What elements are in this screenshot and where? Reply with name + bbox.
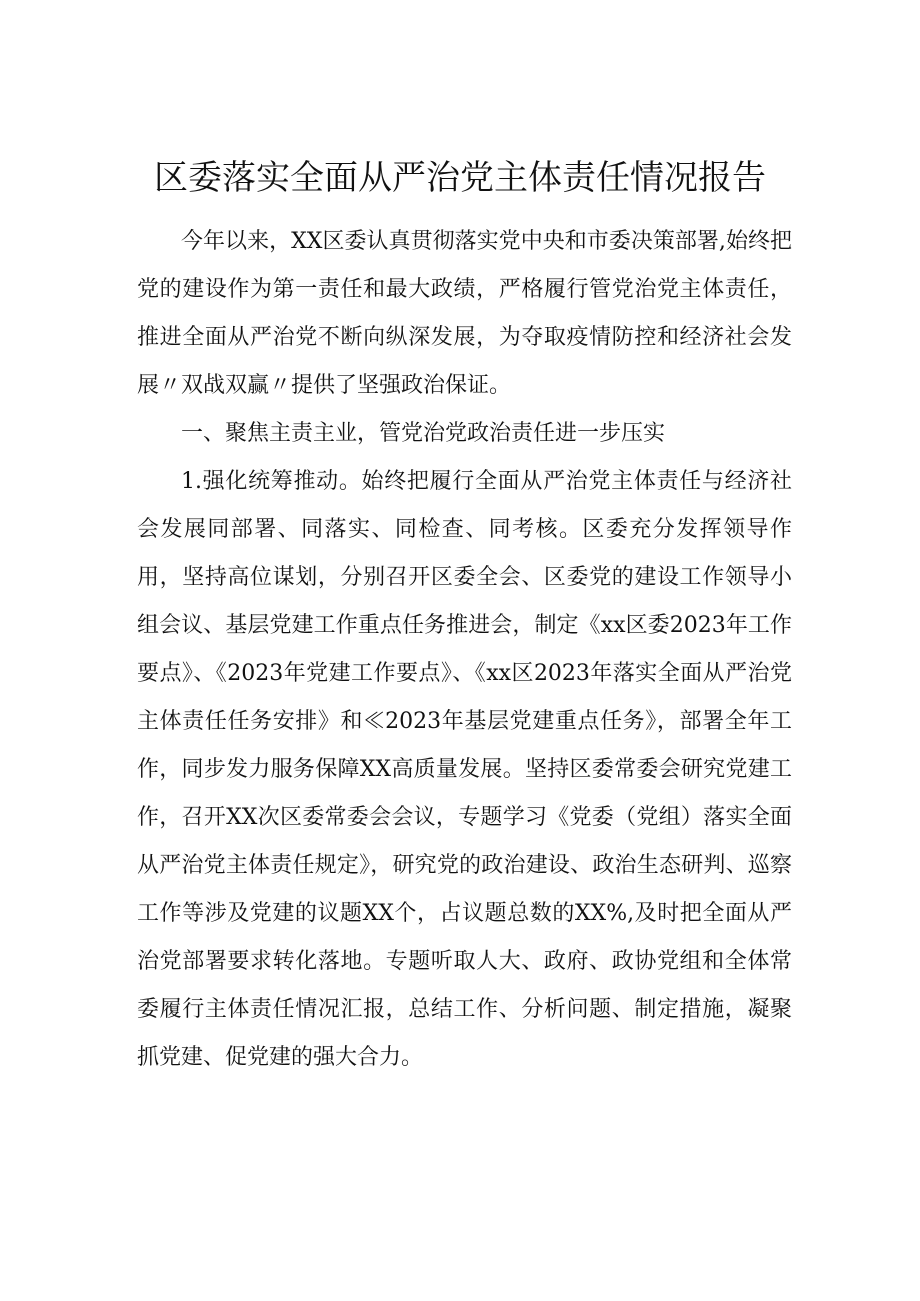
body-paragraph: 1.强化统筹推动。始终把履行全面从严治党主体责任与经济社会发展同部署、同落实、同检查、同考核。区委充分发挥领导作用，坚持高位谋划，分别召开区委全会、区委党的建设工作领导小组会议、基层党建工作重点任务推进会，制定《xx区委2023年工作要点》、《2023年党建工作要点》、《xx区2023年落实全面从严治党主体责任任务安排》和≪2023年基层党建重点任务》，部署全年工作，同步发力服务保障XX高质量发展。坚持区委常委会研究党建工作，召开XX次区委常委会会议，专题学习《党委（党组）落实全面从严治党主体责任规定》，研究党的政治建设、政治生态研判、巡察工作等涉及党建的议题XX个，占议题总数的XX%,及时把全面从严治党部署要求转化落地。专题听取人大、政府、政协党组和全体常委履行主体责任情况汇报，总结工作、分析问题、制定措施，凝聚抓党建、促党建的强大合力。 <box>137 469 792 1070</box>
document-title: 区委落实全面从严治党主体责任情况报告 <box>154 158 766 198</box>
document-body <box>137 218 792 1082</box>
section-heading: 一、聚焦主责主业，管党治党政治责任进一步压实 <box>181 421 666 446</box>
intro-paragraph: 今年以来，XX区委认真贯彻落实党中央和市委决策部署,始终把党的建设作为第一责任和最大政绩，严格履行管党治党主体责任，推进全面从严治党不断向纵深发展，为夺取疫情防控和经济社会发展〃双战双赢〃提供了坚强政治保证。 <box>137 229 792 398</box>
